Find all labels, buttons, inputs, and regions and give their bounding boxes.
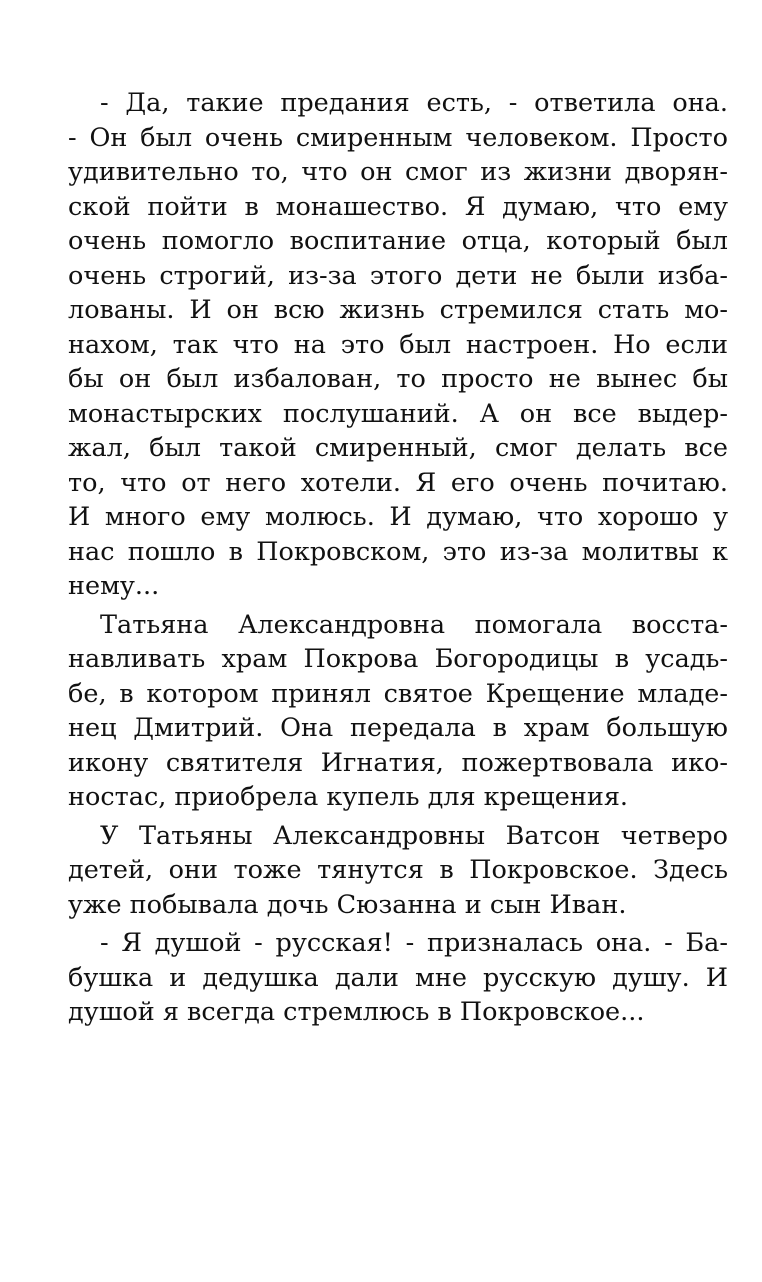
text-line: нахом, так что на это был настроен. Но если — [68, 329, 728, 360]
text-line: Татьяна Александровна помогала восста- — [100, 609, 728, 640]
text-line: монастырских послушаний. А он все выдер- — [68, 398, 728, 429]
text-line: навливать храм Покрова Богородицы в усадь- — [68, 644, 728, 674]
text-line: - Да, такие предания есть, - ответила она. — [100, 88, 728, 118]
text-line: детей, они тоже тянутся в Покровское. Здесь — [68, 855, 728, 885]
text-line: лованы. И он всю жизнь стремился стать мо- — [68, 295, 728, 325]
text-line: удивительно то, что он смог из жизни дворян- — [68, 157, 728, 187]
text-line: бе, в котором принял святое Крещение младе- — [68, 678, 728, 709]
text-line: икону святителя Игнатия, пожертвовала ико- — [68, 747, 728, 778]
text-line: - Он был очень смиренным человеком. Просто — [68, 122, 728, 153]
text-line: нему... — [68, 571, 160, 601]
text-line: И много ему молюсь. И думаю, что хорошо у — [68, 502, 728, 532]
text-line: жал, был такой смиренный, смог делать все — [68, 433, 728, 463]
book-page-text — [68, 86, 728, 1034]
paragraph-1 — [68, 86, 728, 604]
text-line: уже побывала дочь Сюзанна и сын Иван. — [68, 889, 627, 920]
text-line: ностас, приобрела купель для крещения. — [68, 782, 629, 812]
text-line: душой я всегда стремлюсь в Покровское... — [68, 997, 645, 1027]
text-line: У Татьяны Александровны Ватсон четверо — [100, 820, 728, 851]
text-line: то, что от него хотели. Я его очень почитаю. — [68, 467, 728, 498]
paragraph-2 — [68, 608, 728, 815]
text-line: очень помогло воспитание отца, который был — [68, 226, 728, 256]
text-line: очень строгий, из-за этого дети не были изба- — [68, 260, 728, 291]
text-line: нас пошло в Покровском, это из-за молитвы к — [68, 536, 728, 567]
text-line: нец Дмитрий. Она передала в храм большую — [68, 713, 728, 743]
text-line: бушка и дедушка дали мне русскую душу. И — [68, 962, 728, 993]
text-line: бы он был избалован, то просто не вынес бы — [68, 364, 728, 394]
text-line: - Я душой - русская! - призналась она. - Ба- — [100, 928, 728, 958]
paragraph-4 — [68, 926, 728, 1030]
paragraph-3 — [68, 819, 728, 923]
text-line: ской пойти в монашество. Я думаю, что ему — [68, 191, 728, 222]
